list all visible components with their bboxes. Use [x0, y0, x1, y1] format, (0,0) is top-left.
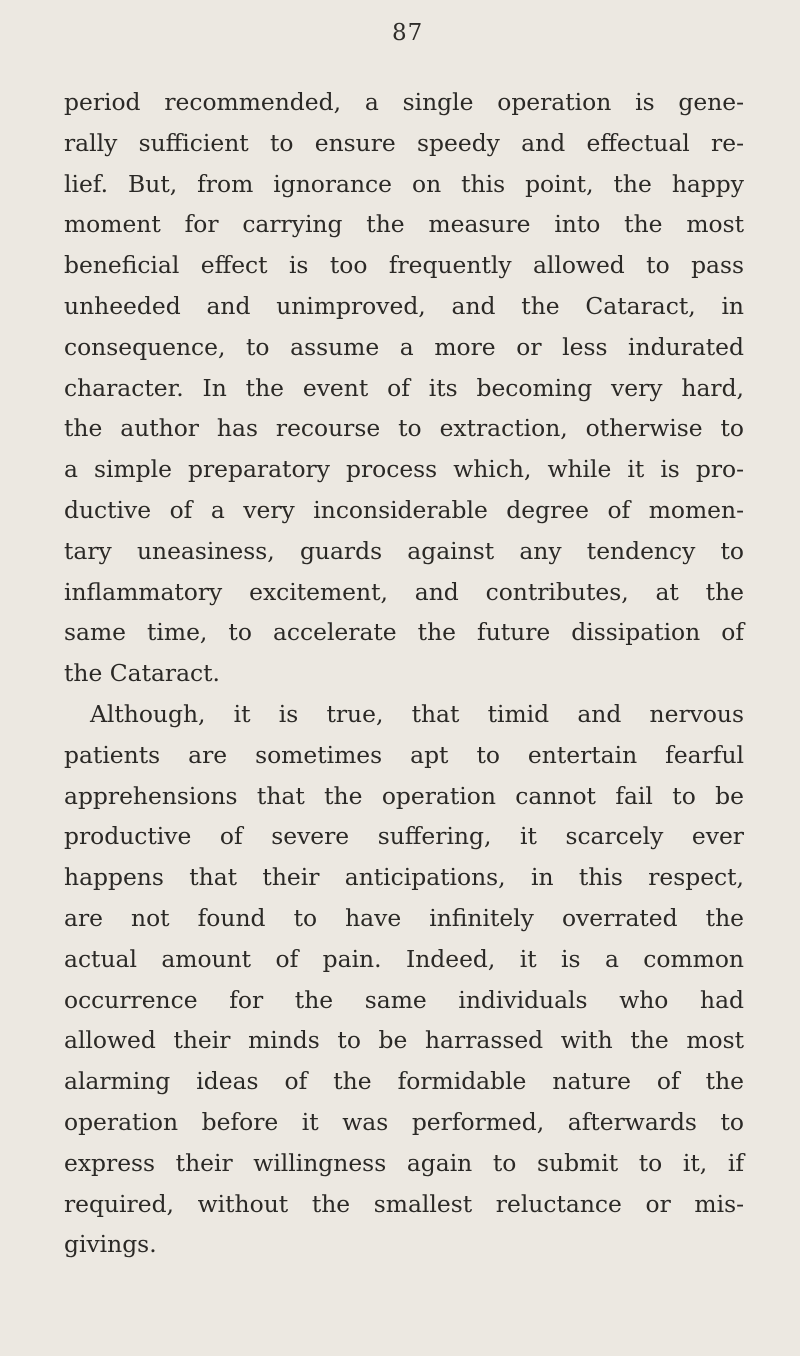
- text-line: beneficial effect is too frequently allowed to pass: [64, 251, 744, 280]
- paragraph: [64, 82, 744, 694]
- text-line: unheeded and unimproved, and the Cataract, in: [64, 291, 744, 320]
- text-line: same time, to accelerate the future dissipation of: [64, 618, 744, 647]
- text-line: character. In the event of its becoming very hard,: [64, 373, 744, 402]
- text-line: rally sufficient to ensure speedy and effectual re-: [64, 128, 744, 157]
- text-line: productive of severe suffering, it scarcely ever: [64, 822, 744, 851]
- text-line: the author has recourse to extraction, otherwise to: [64, 414, 744, 443]
- text-line: lief. But, from ignorance on this point, the happy: [64, 169, 744, 198]
- text-line: allowed their minds to be harrassed with the most: [64, 1026, 744, 1055]
- text-line: alarming ideas of the formidable nature of the: [64, 1067, 744, 1096]
- text-line: happens that their anticipations, in this respect,: [64, 863, 744, 892]
- text-line: tary uneasiness, guards against any tendency to: [64, 536, 744, 565]
- text-line: occurrence for the same individuals who had: [64, 985, 744, 1014]
- text-line: givings.: [64, 1230, 157, 1259]
- text-line: Although, it is true, that timid and nervous: [90, 699, 744, 728]
- text-line: apprehensions that the operation cannot fail to be: [64, 781, 744, 810]
- text-line: inflammatory excitement, and contributes, at the: [64, 577, 744, 606]
- text-line: are not found to have infinitely overrated the: [64, 903, 744, 932]
- text-line: moment for carrying the measure into the most: [64, 210, 744, 239]
- text-line: actual amount of pain. Indeed, it is a common: [64, 944, 744, 973]
- text-line: a simple preparatory process which, while it is pro-: [64, 455, 744, 484]
- text-line: operation before it was performed, afterwards to: [64, 1107, 744, 1136]
- page-number: 87: [392, 20, 424, 46]
- text-line: consequence, to assume a more or less indurated: [64, 332, 744, 361]
- text-line: the Cataract.: [64, 659, 220, 688]
- text-line: required, without the smallest reluctance or mis-: [64, 1189, 744, 1218]
- text-line: patients are sometimes apt to entertain fearful: [64, 740, 744, 769]
- text-line: period recommended, a single operation is gene-: [64, 88, 744, 116]
- text-line: ductive of a very inconsiderable degree of momen-: [64, 495, 744, 524]
- text-line: express their willingness again to submit to it, if: [64, 1148, 744, 1177]
- body-text: [64, 82, 744, 1265]
- paragraph: [64, 694, 744, 1265]
